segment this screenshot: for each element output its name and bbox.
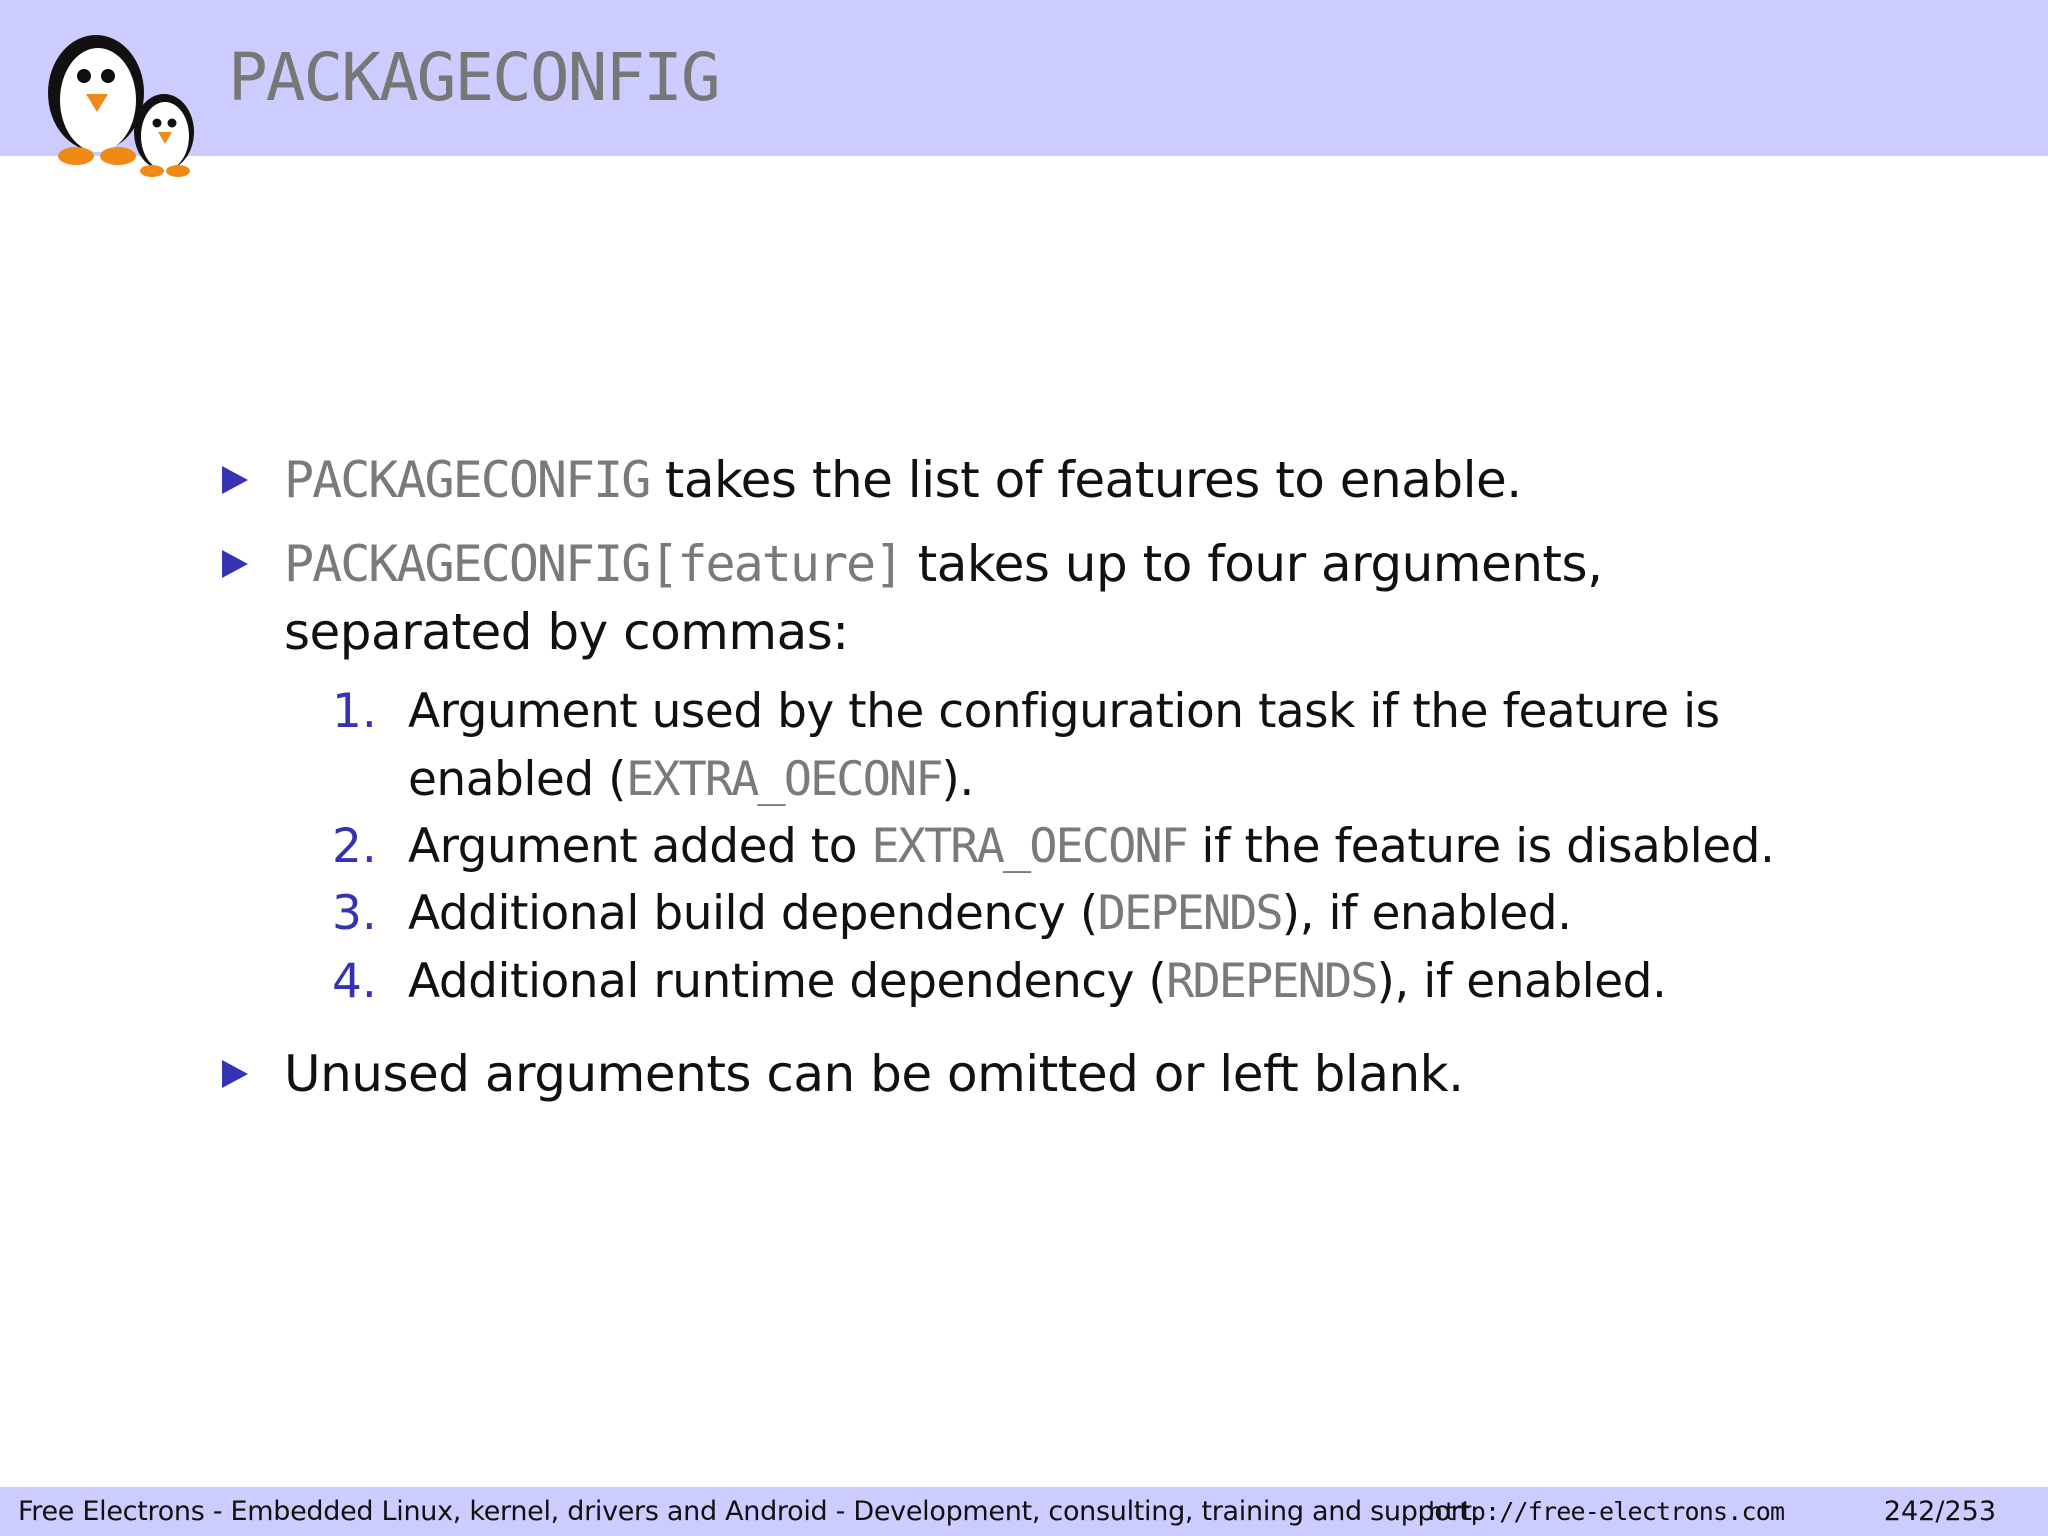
slide-footer (0, 1487, 2048, 1536)
page-number: 242/253 (1883, 1496, 1996, 1527)
code-extra-oeconf: EXTRA_OECONF (871, 819, 1187, 874)
bullet-text: takes up to four arguments, (902, 535, 1603, 593)
list-number: 1. (332, 684, 377, 739)
list-number: 3. (332, 886, 377, 941)
bullet-triangle-icon (222, 1060, 248, 1088)
bullet-triangle-icon (222, 466, 248, 494)
code-depends: DEPENDS (1097, 886, 1282, 941)
list-number: 2. (332, 819, 377, 874)
bullet-item: Unused arguments can be omitted or left blank. (284, 1045, 1464, 1103)
bullet-continuation: separated by commas: (284, 603, 849, 661)
argument-item: Additional runtime dependency (RDEPENDS), if enabled. (408, 954, 1667, 1009)
bullet-triangle-icon (222, 550, 248, 578)
argument-item: Argument used by the configuration task if the feature is (408, 684, 1720, 739)
footer-text: Free Electrons - Embedded Linux, kernel, drivers and Android - Development, consulting, training and support. (18, 1496, 1480, 1527)
list-number: 4. (332, 954, 377, 1009)
slide-title: PACKAGECONFIG (228, 39, 719, 116)
code-extra-oeconf: EXTRA_OECONF (625, 752, 942, 807)
bullet-text: takes the list of features to enable. (649, 451, 1522, 509)
bullet-item (284, 448, 1522, 512)
argument-continuation: enabled (EXTRA_OECONF). (408, 752, 974, 807)
argument-item: Argument added to EXTRA_OECONF if the feature is disabled. (408, 819, 1775, 874)
bullet-item (284, 532, 1602, 596)
argument-item: Additional build dependency (DEPENDS), if enabled. (408, 886, 1572, 941)
code-rdepends: RDEPENDS (1166, 954, 1377, 1009)
penguin-logo (36, 28, 206, 186)
code-packageconfig-feature: PACKAGECONFIG[feature] (284, 535, 903, 593)
footer-link[interactable]: http://free-electrons.com (1428, 1497, 1785, 1526)
code-packageconfig: PACKAGECONFIG (284, 451, 650, 509)
